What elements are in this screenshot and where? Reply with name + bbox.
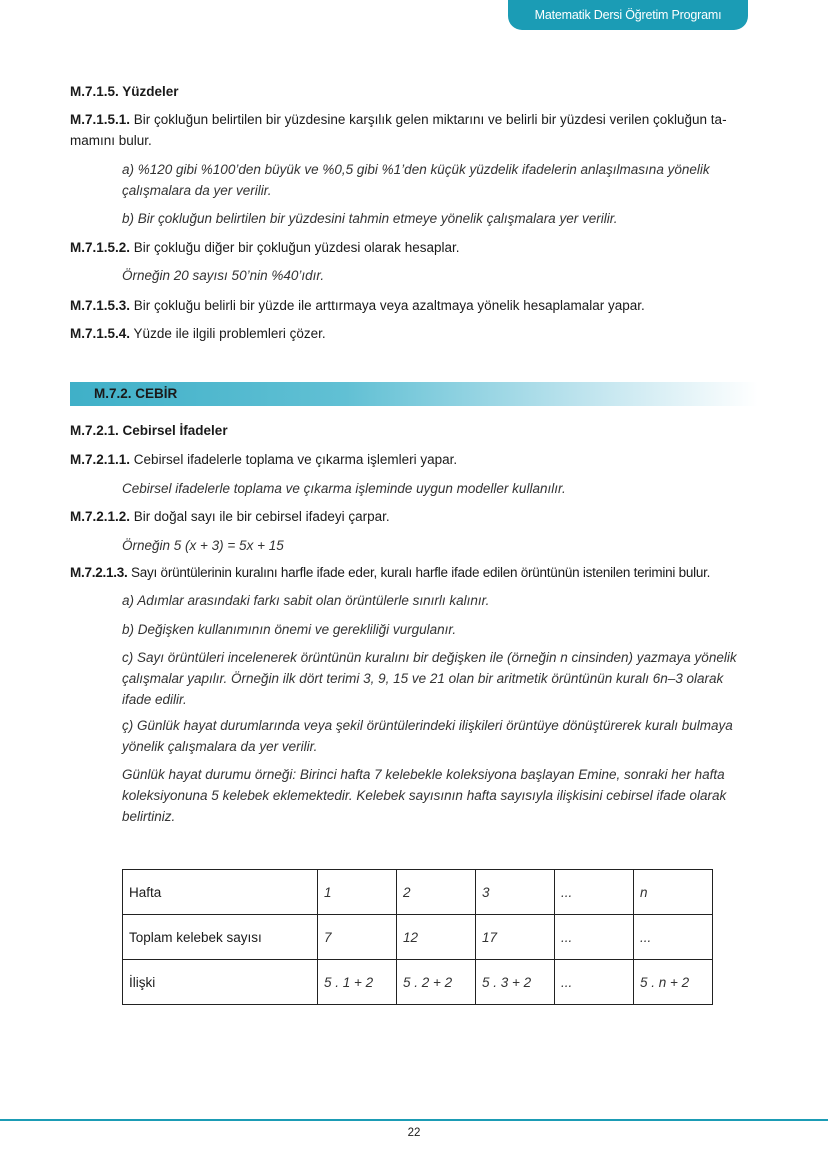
objective-m72213 [70,562,758,583]
objective-code: M.7.1.5.3. [70,298,131,313]
table-row [123,960,713,1005]
note-item-a: a) Adımlar arasındaki farkı sabit olan örüntülerle sınırlı kalınır. [122,593,490,608]
objective-text: Sayı örüntülerinin kuralını harfle ifade eder, kuralı harfle ifade edilen örüntünün istenilen terimini bulur. [127,565,711,580]
note-item-cc: ç) Günlük hayat durumlarında veya şekil örüntülerindeki ilişkileri örüntüye dönüştürerek kuralı bulmaya [122,718,733,733]
objective-code: M.7.2.1.2. [70,509,131,524]
objective-text: Yüzde ile ilgili problemleri çözer. [130,326,326,341]
table-cell: 5 . 2 + 2 [397,960,476,1005]
objective-m72212 [70,506,758,527]
table-cell: 1 [318,870,397,915]
note-item-a: a) %120 gibi %100’den büyük ve %0,5 gibi %1’den küçük yüzdelik ifadelerin anlaşılmasına yönelik [122,162,710,177]
example-paragraph-cont: belirtiniz. [122,809,176,824]
objective-text: Bir çokluğu diğer bir çokluğun yüzdesi olarak hesaplar. [130,240,460,255]
note-item-a-cont: çalışmalara da yer verilir. [122,183,272,198]
objective-m71552 [70,237,758,258]
objective-m72211 [70,449,758,470]
table-cell: 17 [476,915,555,960]
example-text: Örneğin 5 (x + 3) = 5x + 15 [122,538,284,553]
table-cell: Hafta [123,870,318,915]
note-item-c: c) Sayı örüntüleri incelenerek örüntünün kuralını bir değişken ile (örneğin n cinsinden) yazmaya yönelik [122,650,737,665]
objective-m71553 [70,295,758,316]
objective-text: Cebirsel ifadelerle toplama ve çıkarma işlemleri yapar. [130,452,458,467]
table-cell: n [634,870,713,915]
objective-code: M.7.1.5.1. [70,112,131,127]
table-cell: 2 [397,870,476,915]
table-cell: İlişki [123,960,318,1005]
example-text: Örneğin 20 sayısı 50’nin %40’ıdır. [122,268,325,283]
table-cell: ... [555,870,634,915]
section-banner-title: M.7.2. CEBİR [94,386,178,401]
objective-m71551 [70,109,758,130]
table-cell: 12 [397,915,476,960]
example-paragraph-cont: koleksiyonuna 5 kelebek eklemektedir. Kelebek sayısının hafta sayısıyla ilişkisini cebirsel ifade olarak [122,788,727,803]
objective-code: M.7.2.1.1. [70,452,131,467]
table-cell: 5 . 1 + 2 [318,960,397,1005]
objective-text: Bir çokluğun belirtilen bir yüzdesine karşılık gelen miktarını ve belirli bir yüzdesi verilen çokluğun ta- [130,112,727,127]
butterfly-table [122,869,713,1005]
objective-code: M.7.2.1.3. [70,565,128,580]
note-text: Cebirsel ifadelerle toplama ve çıkarma işleminde uygun modeller kullanılır. [122,481,566,496]
table-cell: 5 . n + 2 [634,960,713,1005]
example-paragraph: Günlük hayat durumu örneği: Birinci hafta 7 kelebekle koleksiyona başlayan Emine, sonraki her hafta [122,767,725,782]
table-cell: ... [555,915,634,960]
section-banner-algebra [70,382,758,406]
table-row [123,915,713,960]
header-tab: Matematik Dersi Öğretim Programı [508,0,748,30]
page-number: 22 [407,1127,421,1139]
objective-text: Bir doğal sayı ile bir cebirsel ifadeyi çarpar. [130,509,390,524]
table-cell: ... [634,915,713,960]
table-row [123,870,713,915]
note-item-cc-cont: yönelik çalışmalara da yer verilir. [122,739,318,754]
note-item-c-cont: ifade edilir. [122,692,187,707]
objective-code: M.7.1.5.4. [70,326,131,341]
footer-divider [0,1119,828,1121]
section-title-algebraic-expressions: M.7.2.1. Cebirsel İfadeler [70,423,228,438]
objective-text: Bir çokluğu belirli bir yüzde ile arttırmaya veya azaltmaya yönelik hesaplamalar yapar. [130,298,645,313]
objective-code: M.7.1.5.2. [70,240,131,255]
objective-m71554 [70,323,758,344]
objective-text-cont: mamını bulur. [70,133,152,148]
note-item-b: b) Bir çokluğun belirtilen bir yüzdesini tahmin etmeye yönelik çalışmalara yer verilir. [122,211,618,226]
note-item-b: b) Değişken kullanımının önemi ve gerekliliği vurgulanır. [122,622,457,637]
section-title-percentages: M.7.1.5. Yüzdeler [70,84,179,99]
table-cell: 7 [318,915,397,960]
table-cell: 5 . 3 + 2 [476,960,555,1005]
table-cell: Toplam kelebek sayısı [123,915,318,960]
note-item-c-cont: çalışmalar yapılır. Örneğin ilk dört terimi 3, 9, 15 ve 21 olan bir aritmetik örüntünün kuralı 6n–3 olarak [122,671,724,686]
table-cell: ... [555,960,634,1005]
table-cell: 3 [476,870,555,915]
